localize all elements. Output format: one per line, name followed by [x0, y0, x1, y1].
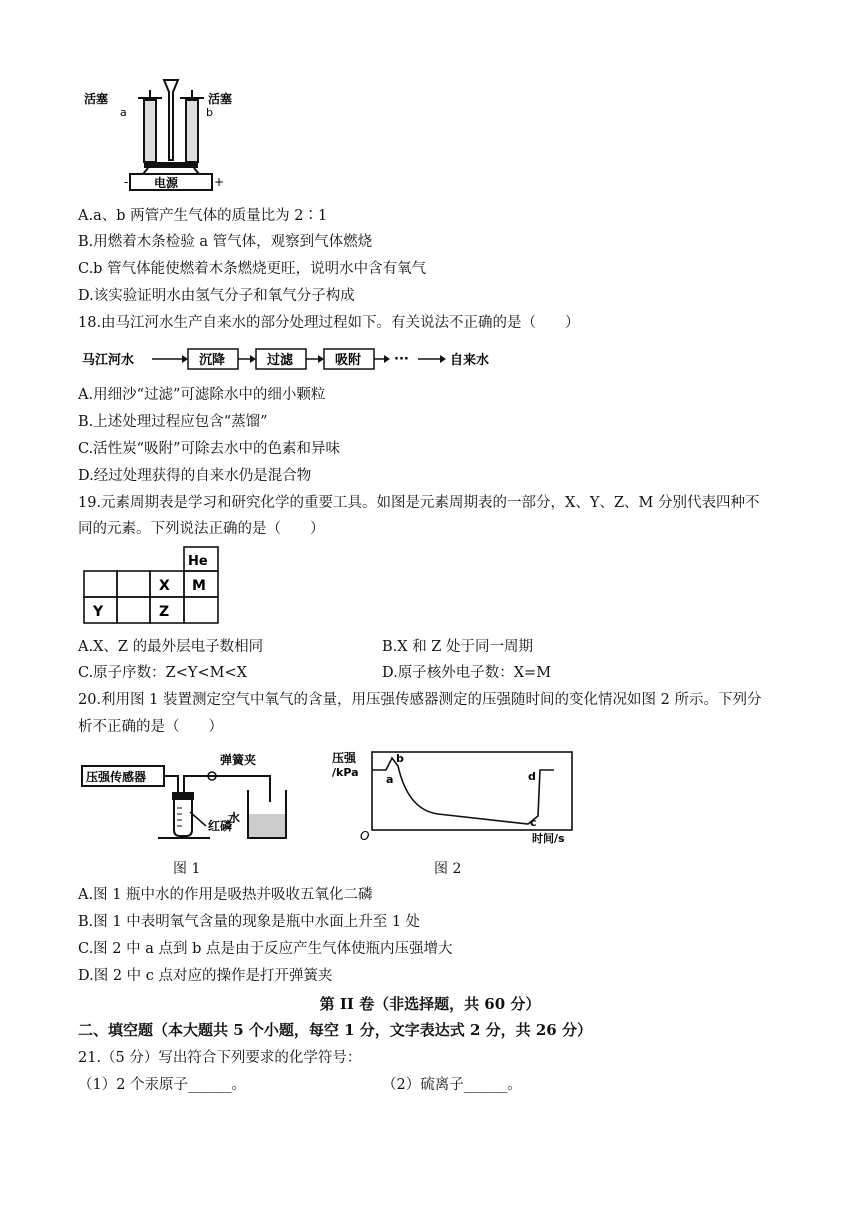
q17-option-a: A.a、b 两管产生气体的质量比为 2∶1 [78, 208, 328, 224]
q17-option-c: C.b 管气体能使燃着木条燃烧更旺，说明水中含有氧气 [78, 261, 427, 277]
q18-option-d: D.经过处理获得的自来水仍是混合物 [78, 468, 312, 484]
flow-step-filter: 过滤 [267, 353, 294, 368]
q19-option-a: A.X、Z 的最外层电子数相同 [78, 639, 264, 655]
x-axis-label: 时间/s [532, 832, 565, 845]
origin-label: O [360, 829, 370, 843]
water-treatment-flow-diagram [78, 346, 518, 372]
q20-option-a: A.图 1 瓶中水的作用是吸热并吸收五氧化二磷 [78, 887, 373, 903]
figure2-caption: 图 2 [434, 861, 462, 877]
element-m: M [192, 578, 206, 594]
power-supply-label: 电源 [154, 176, 179, 190]
element-x: X [159, 578, 170, 594]
q21-item2: （2）硫离子______。 [382, 1077, 522, 1093]
q20-option-d: D.图 2 中 c 点对应的操作是打开弹簧夹 [78, 968, 333, 984]
left-stopcock-label: 活塞 [84, 92, 109, 106]
q17-option-b: B.用燃着木条检验 a 管气体，观察到气体燃烧 [78, 234, 373, 250]
oxygen-measurement-apparatus-figure [80, 752, 290, 842]
q19-stem-line2: 同的元素。下列说法正确的是（ ） [78, 521, 325, 537]
element-he: He [188, 554, 208, 569]
pressure-time-graph [328, 748, 578, 846]
pressure-sensor-label: 压强传感器 [86, 770, 147, 784]
section2-heading: 二、填空题（本大题共 5 个小题，每空 1 分，文字表达式 2 分，共 26 分） [78, 1021, 592, 1039]
right-stopcock-label: 活塞 [208, 92, 233, 106]
flow-ellipsis: ··· [394, 352, 409, 367]
flow-step-settle: 沉降 [199, 353, 226, 368]
periodic-table-fragment [82, 545, 222, 625]
flow-result: 自来水 [450, 353, 490, 368]
point-a-label: a [386, 773, 394, 786]
q21-item1: （1）2 个汞原子______。 [78, 1077, 247, 1093]
point-d-label: d [528, 770, 536, 783]
q19-option-d: D.原子核外电子数：X=M [382, 665, 552, 681]
q18-option-a: A.用细沙“过滤”可滤除水中的细小颗粒 [78, 387, 326, 403]
q19-option-c: C.原子序数：Z<Y<M<X [78, 665, 247, 681]
point-c-label: c [530, 816, 537, 829]
red-phosphorus-label: 红磷 [208, 819, 233, 833]
flow-step-adsorb: 吸附 [335, 353, 362, 368]
spring-clamp-label: 弹簧夹 [220, 753, 257, 767]
water-label: 水 [228, 811, 241, 825]
q20-stem-line2: 析不正确的是（ ） [78, 719, 223, 735]
figure1-caption: 图 1 [173, 861, 201, 877]
q19-option-b: B.X 和 Z 处于同一周期 [382, 639, 533, 655]
electrolysis-apparatus-figure [78, 70, 254, 192]
plus-sign: + [214, 175, 225, 189]
q18-option-c: C.活性炭“吸附”可除去水中的色素和异味 [78, 441, 341, 457]
q20-stem-line1: 20.利用图 1 装置测定空气中氧气的含量，用压强传感器测定的压强随时间的变化情况如图 2 所示。下列分 [78, 692, 762, 708]
q17-option-d: D.该实验证明水由氢气分子和氧气分子构成 [78, 288, 355, 304]
q20-option-b: B.图 1 中表明氧气含量的现象是瓶中水面上升至 1 处 [78, 914, 421, 930]
q19-stem-line1: 19.元素周期表是学习和研究化学的重要工具。如图是元素周期表的一部分，X、Y、Z、M 分别代表四种不 [78, 495, 760, 511]
y-axis-label-2: /kPa [332, 766, 359, 779]
q18-stem: 18.由马江河水生产自来水的部分处理过程如下。有关说法不正确的是（ ） [78, 315, 580, 331]
tube-a-label: a [120, 106, 127, 119]
minus-sign: - [124, 175, 129, 189]
y-axis-label-1: 压强 [332, 751, 357, 765]
q21-stem: 21.（5 分）写出符合下列要求的化学符号： [78, 1050, 362, 1066]
q18-option-b: B.上述处理过程应包含“蒸馏” [78, 414, 268, 430]
element-z: Z [159, 604, 170, 620]
tube-b-label: b [206, 106, 213, 119]
q20-option-c: C.图 2 中 a 点到 b 点是由于反应产生气体使瓶内压强增大 [78, 941, 453, 957]
element-y: Y [93, 604, 104, 620]
flow-source: 马江河水 [82, 353, 135, 368]
section2-title: 第 II 卷（非选择题，共 60 分） [319, 995, 541, 1013]
point-b-label: b [396, 752, 404, 765]
